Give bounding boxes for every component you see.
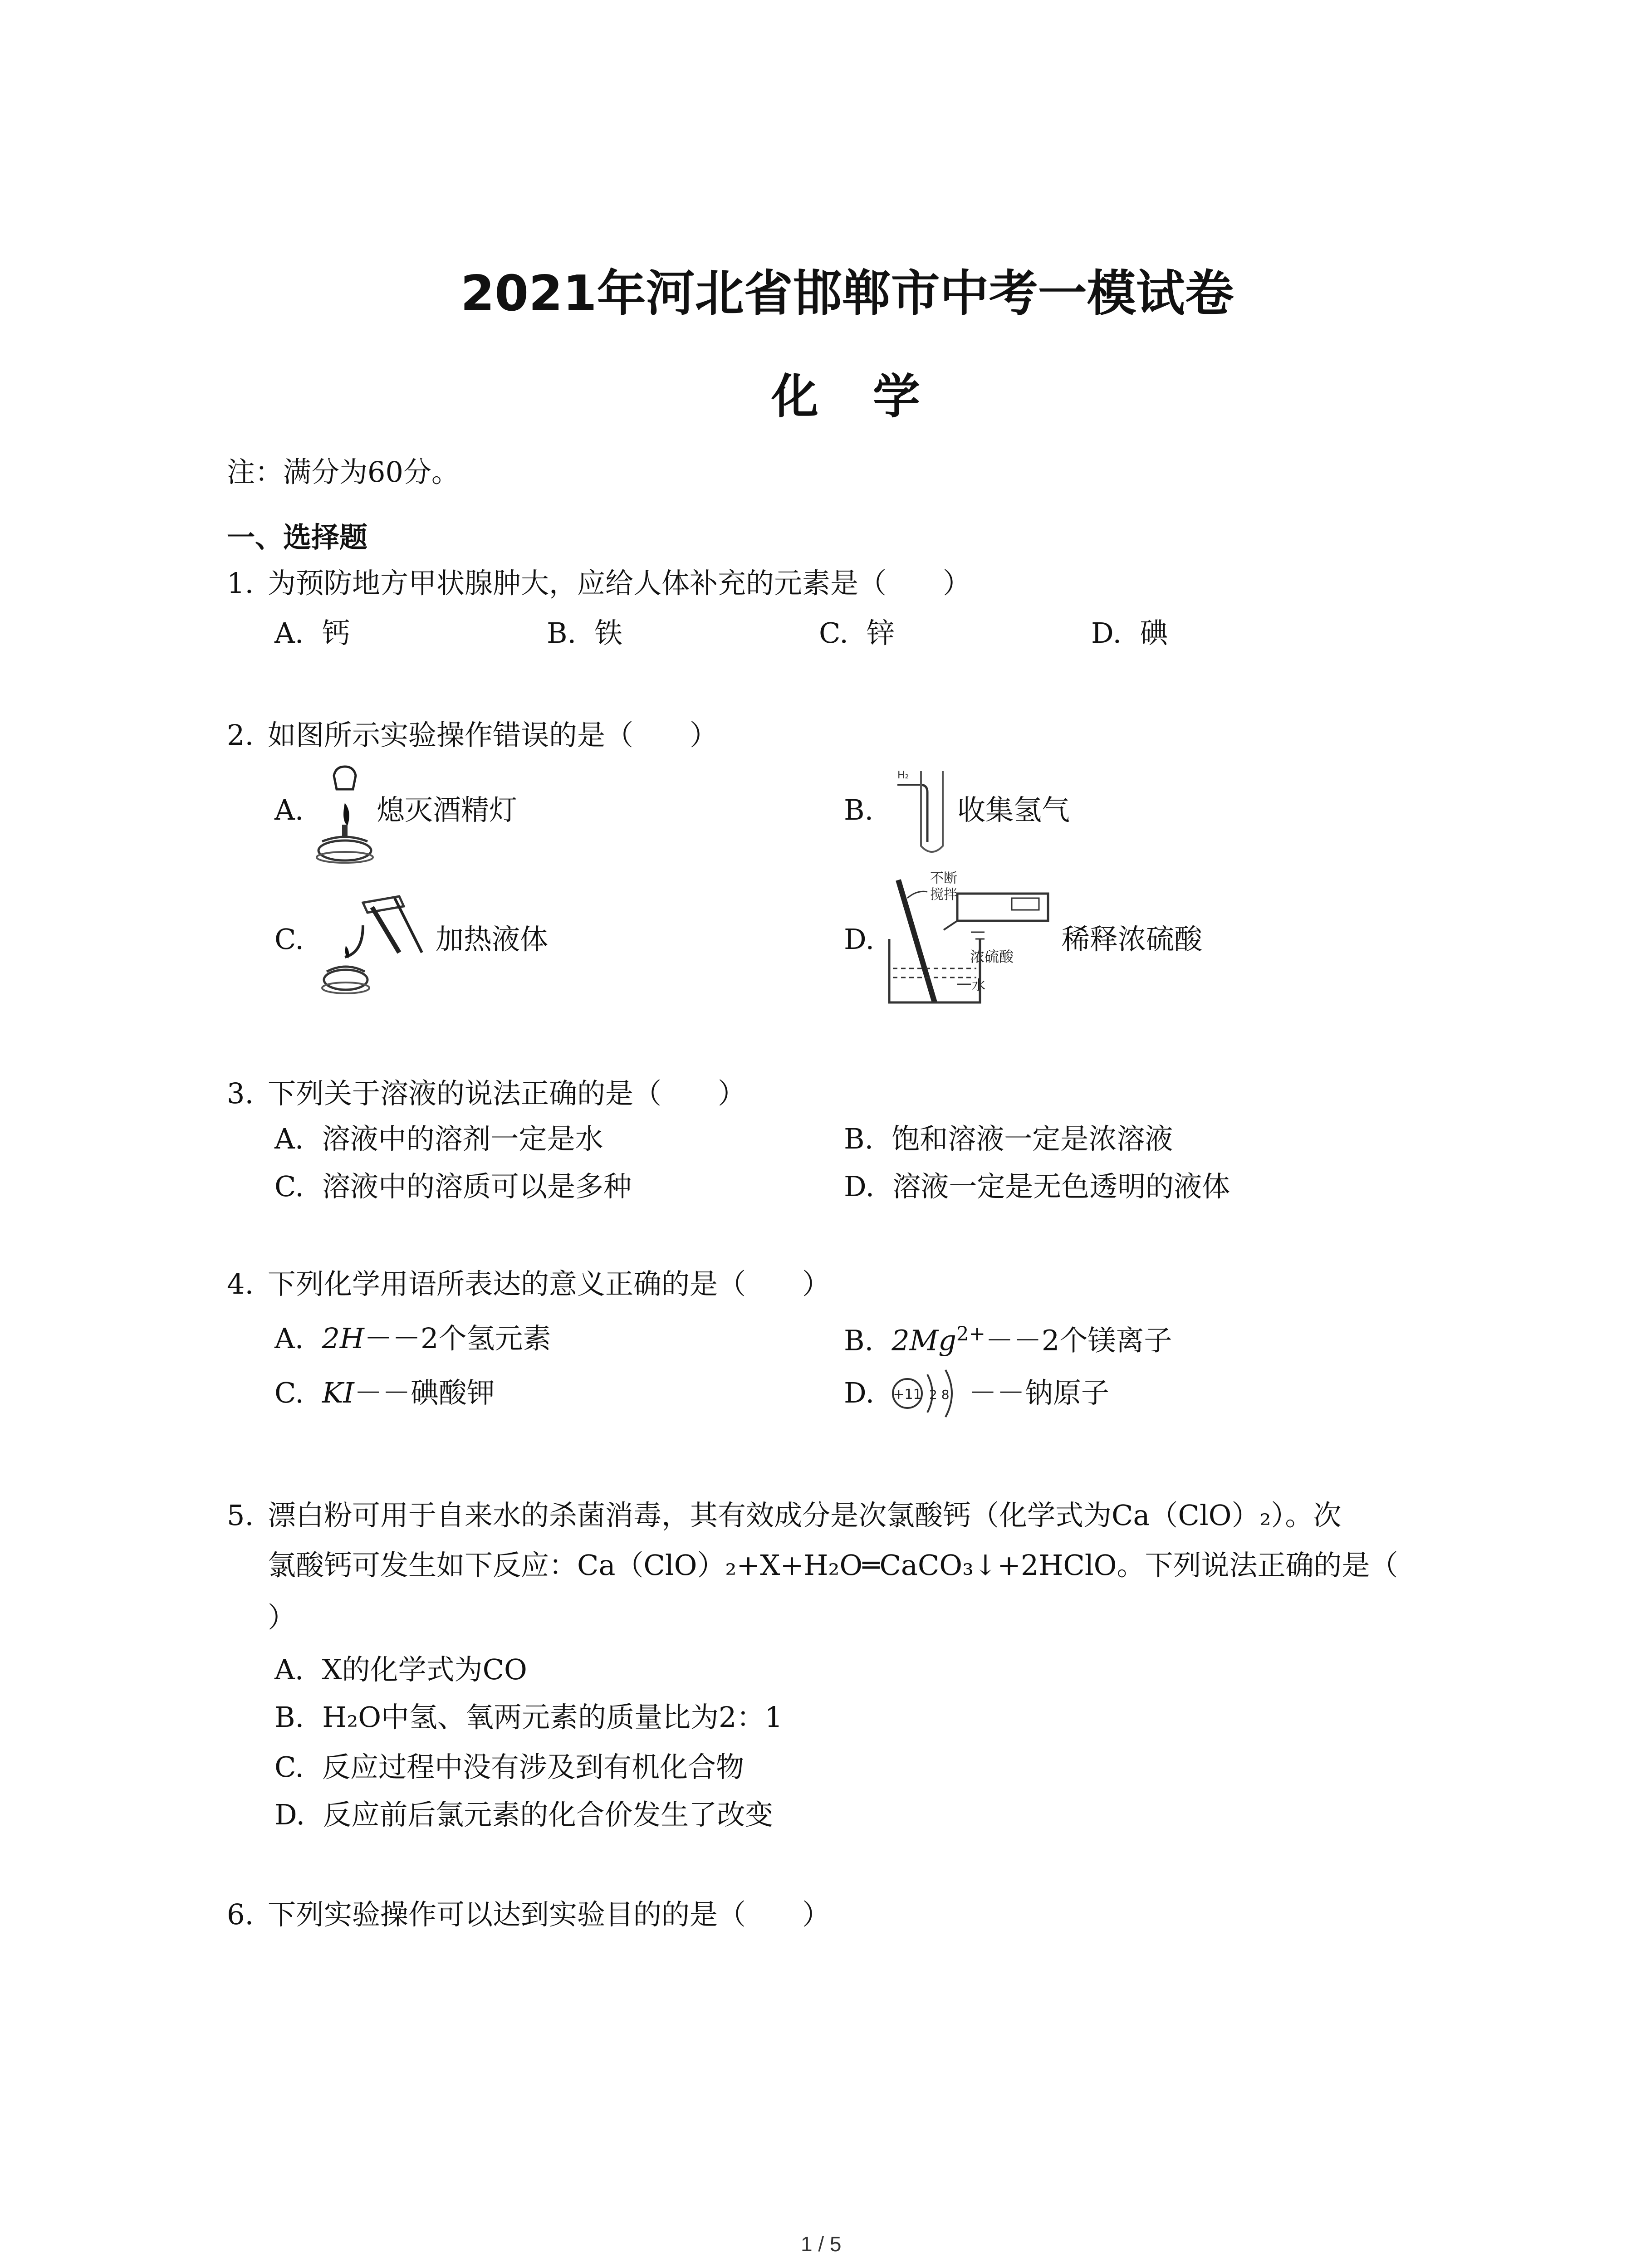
option-letter: D. [844, 1170, 875, 1203]
option-letter: A. [274, 1122, 304, 1155]
option-b[interactable] [547, 616, 623, 650]
dilute-sulfuric-acid-icon [889, 871, 1062, 1012]
option-text: 溶液一定是无色透明的液体 [892, 1170, 1230, 1203]
option-text: 溶液中的溶剂一定是水 [322, 1122, 603, 1155]
option-a[interactable] [274, 616, 350, 650]
alcohol-lamp-cap-icon [313, 762, 377, 866]
question-number: 5. [227, 1499, 254, 1532]
stir-label-2: 搅拌 [930, 887, 957, 903]
atom-structure-icon [889, 1365, 966, 1424]
heating-liquid-icon [318, 889, 436, 998]
option-text: －－2个镁离子 [985, 1324, 1172, 1357]
option-d[interactable] [274, 1798, 774, 1831]
option-text: 铁 [594, 616, 623, 650]
option-letter: C. [274, 923, 304, 956]
question-number: 3. [227, 1077, 254, 1110]
question-number: 4. [227, 1267, 254, 1300]
question-stem-line-3: ） [268, 1601, 296, 1634]
acid-label: 浓硫酸 [970, 948, 1014, 965]
option-text: 熄灭酒精灯 [377, 793, 518, 826]
page-title: 2021年河北省邯郸市中考一模试卷 [460, 265, 1234, 322]
option-letter: C. [274, 1750, 304, 1784]
option-c[interactable] [819, 616, 895, 650]
option-c[interactable] [274, 1170, 632, 1203]
option-text: 钙 [322, 616, 350, 650]
question-number: 6. [227, 1898, 254, 1931]
option-text: 锌 [866, 616, 895, 650]
question-number: 1. [227, 567, 254, 600]
option-letter: B. [844, 793, 874, 826]
option-text: －－碘酸钾 [354, 1376, 495, 1409]
question-stem: 下列关于溶液的说法正确的是（ ） [268, 1077, 746, 1110]
option-letter: B. [547, 616, 577, 650]
option-text: 饱和溶液一定是浓溶液 [892, 1122, 1173, 1155]
question-stem: 下列实验操作可以达到实验目的的是（ ） [268, 1898, 831, 1931]
option-letter: C. [274, 1376, 304, 1409]
electron-shells: 2 8 [929, 1387, 950, 1402]
question-stem-line-1: 漂白粉可用于自来水的杀菌消毒，其有效成分是次氯酸钙（化学式为Ca（ClO）₂）。次 [268, 1499, 1342, 1532]
option-text: H₂O中氢、氧两元素的质量比为2：1 [322, 1701, 783, 1734]
water-label: 水 [972, 978, 985, 993]
option-letter: D. [844, 923, 875, 956]
option-letter: B. [844, 1324, 874, 1357]
subject-title: 化学 [771, 369, 975, 424]
option-letter: A. [274, 1653, 304, 1686]
option-c[interactable] [274, 1376, 495, 1409]
option-text: 溶液中的溶质可以是多种 [322, 1170, 632, 1203]
option-text: －－钠原子 [969, 1376, 1110, 1409]
option-text: 反应过程中没有涉及到有机化合物 [322, 1750, 744, 1784]
option-letter: A. [274, 616, 304, 650]
option-formula: 2Mg [892, 1324, 956, 1357]
nucleus-charge: +11 [893, 1387, 922, 1403]
ion-charge: 2+ [956, 1323, 985, 1345]
option-letter: B. [844, 1122, 874, 1155]
option-letter: C. [819, 616, 848, 650]
section-title: 一、选择题 [227, 521, 368, 554]
option-text: 稀释浓硫酸 [1062, 923, 1203, 956]
gas-label: H₂ [897, 770, 909, 781]
option-text: －－2个氢元素 [364, 1322, 551, 1355]
exam-note: 注：满分为60分。 [227, 455, 460, 489]
option-formula: KI [322, 1376, 354, 1409]
option-b[interactable] [844, 1122, 1173, 1155]
option-text: 碘 [1140, 616, 1168, 650]
option-letter: C. [274, 1170, 304, 1203]
option-letter: A. [274, 1322, 304, 1355]
option-d-letter[interactable]: D. [844, 1376, 875, 1409]
option-c[interactable] [274, 1750, 744, 1784]
stir-label-1: 不断 [930, 870, 957, 886]
option-b[interactable] [274, 1701, 783, 1734]
option-letter: A. [274, 793, 304, 826]
hydrogen-collection-icon [894, 767, 957, 857]
option-d[interactable] [1091, 616, 1168, 650]
option-a[interactable] [274, 1653, 527, 1686]
option-a[interactable] [274, 1122, 603, 1155]
question-stem: 下列化学用语所表达的意义正确的是（ ） [268, 1267, 831, 1300]
question-stem: 如图所示实验操作错误的是（ ） [268, 719, 718, 752]
question-stem: 为预防地方甲状腺肿大，应给人体补充的元素是（ ） [268, 567, 971, 600]
option-formula: 2H [322, 1322, 364, 1355]
option-text: 反应前后氯元素的化合价发生了改变 [323, 1798, 774, 1831]
question-number: 2. [227, 719, 254, 752]
option-text: X的化学式为CO [322, 1653, 527, 1686]
option-letter: D. [1091, 616, 1122, 650]
option-b[interactable] [844, 1325, 1172, 1355]
option-a[interactable] [274, 1322, 551, 1355]
page-number: 1 / 5 [801, 2232, 842, 2256]
question-stem-line-2: 氯酸钙可发生如下反应：Ca（ClO）₂+X+H₂O═CaCO₃↓+2HClO。下列说法正确的是（ [268, 1549, 1398, 1582]
option-text: 收集氢气 [957, 793, 1070, 826]
option-letter: D. [274, 1798, 305, 1831]
option-text: 加热液体 [436, 923, 549, 956]
option-d[interactable] [844, 1170, 1230, 1203]
option-letter: B. [274, 1701, 304, 1734]
